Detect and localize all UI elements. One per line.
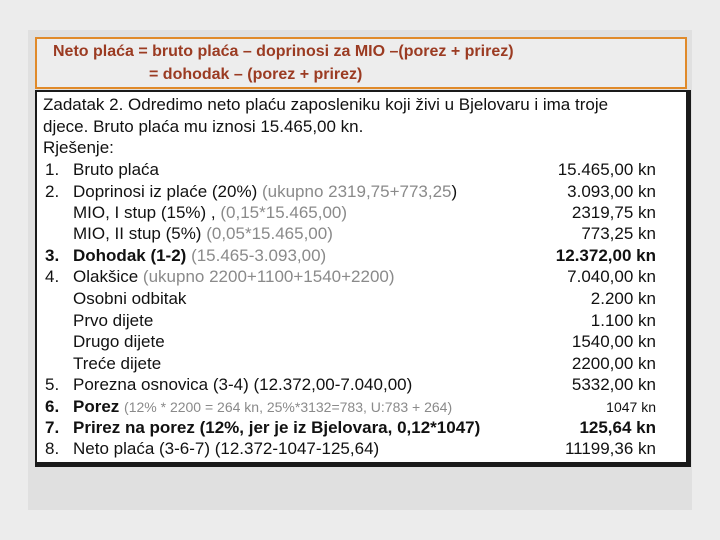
row-label: Porez [73, 397, 125, 416]
row-number: 6. [45, 397, 60, 416]
row-number: 2. [45, 182, 60, 201]
task-content-box [35, 90, 691, 467]
row-label: Olakšice [73, 267, 143, 286]
row-value: 2.200 kn [590, 289, 656, 308]
row-note: (12% * 2200 = 264 kn, 25%*3132=783, U:783 + 264) [124, 399, 453, 415]
row-label: Bruto plaća [73, 160, 159, 179]
row-value: 12.372,00 kn [555, 246, 656, 265]
row-label-group [73, 203, 347, 223]
row-number: 7. [45, 418, 60, 437]
row-note: (ukupno 2319,75+773,25 [261, 182, 452, 201]
row-label: MIO, II stup (5%) [73, 224, 207, 243]
row-label: Osobni odbitak [73, 289, 187, 308]
row-label: Porezna osnovica (3-4) (12.372,00-7.040,00) [73, 375, 413, 394]
row-value: 3.093,00 kn [567, 182, 656, 201]
row-value: 1540,00 kn [571, 332, 656, 351]
intro-line-1: Zadatak 2. Odredimo neto plaću zaposleniku koji živi u Bjelovaru i ima troje [43, 95, 609, 114]
row-number: 1. [45, 160, 60, 179]
row-value: 2200,00 kn [571, 354, 656, 373]
row-label: Prvo dijete [73, 311, 154, 330]
row-value: 1047 kn [606, 399, 656, 415]
formula-line-1: Neto plaća = bruto plaća – doprinosi za MIO –(porez + prirez) [53, 43, 514, 60]
row-value: 2319,75 kn [571, 203, 656, 222]
row-label-group [73, 224, 333, 244]
solution-label: Rješenje: [43, 138, 114, 157]
row-label: Prirez na porez (12%, jer je iz Bjelovara, 0,12*1047) [73, 418, 481, 437]
row-value: 5332,00 kn [571, 375, 656, 394]
formula-line-2: = dohodak – (porez + prirez) [149, 66, 363, 83]
row-value: 1.100 kn [590, 311, 656, 330]
row-label: Dohodak (1-2) [73, 246, 192, 265]
row-note: (ukupno 2200+1100+1540+2200) [142, 267, 395, 286]
row-label-group [73, 182, 457, 202]
row-number: 8. [45, 439, 60, 458]
row-label-group [73, 397, 452, 417]
row-number: 5. [45, 375, 60, 394]
row-note: (0,15*15.465,00) [220, 203, 348, 222]
row-label-group [73, 267, 395, 287]
formula-header [35, 37, 687, 89]
row-label: MIO, I stup (15%) , [73, 203, 221, 222]
row-label: Neto plaća (3-6-7) (12.372-1047-125,64) [73, 439, 380, 458]
row-number: 4. [45, 267, 60, 286]
row-note: (0,05*15.465,00) [206, 224, 333, 243]
row-value: 11199,36 kn [564, 439, 656, 458]
row-label-group [73, 246, 326, 266]
row-value: 15.465,00 kn [557, 160, 656, 179]
row-value: 773,25 kn [581, 224, 656, 243]
row-label: Doprinosi iz plaće (20%) [73, 182, 262, 201]
row-note: (15.465-3.093,00) [191, 246, 327, 265]
row-label: Treće dijete [73, 354, 162, 373]
intro-line-2: djece. Bruto plaća mu iznosi 15.465,00 kn. [43, 117, 364, 136]
row-label: Drugo dijete [73, 332, 165, 351]
row-value: 125,64 kn [579, 418, 656, 437]
row-number: 3. [45, 246, 60, 265]
row-value: 7.040,00 kn [567, 267, 656, 286]
row-label-end: ) [451, 182, 458, 201]
